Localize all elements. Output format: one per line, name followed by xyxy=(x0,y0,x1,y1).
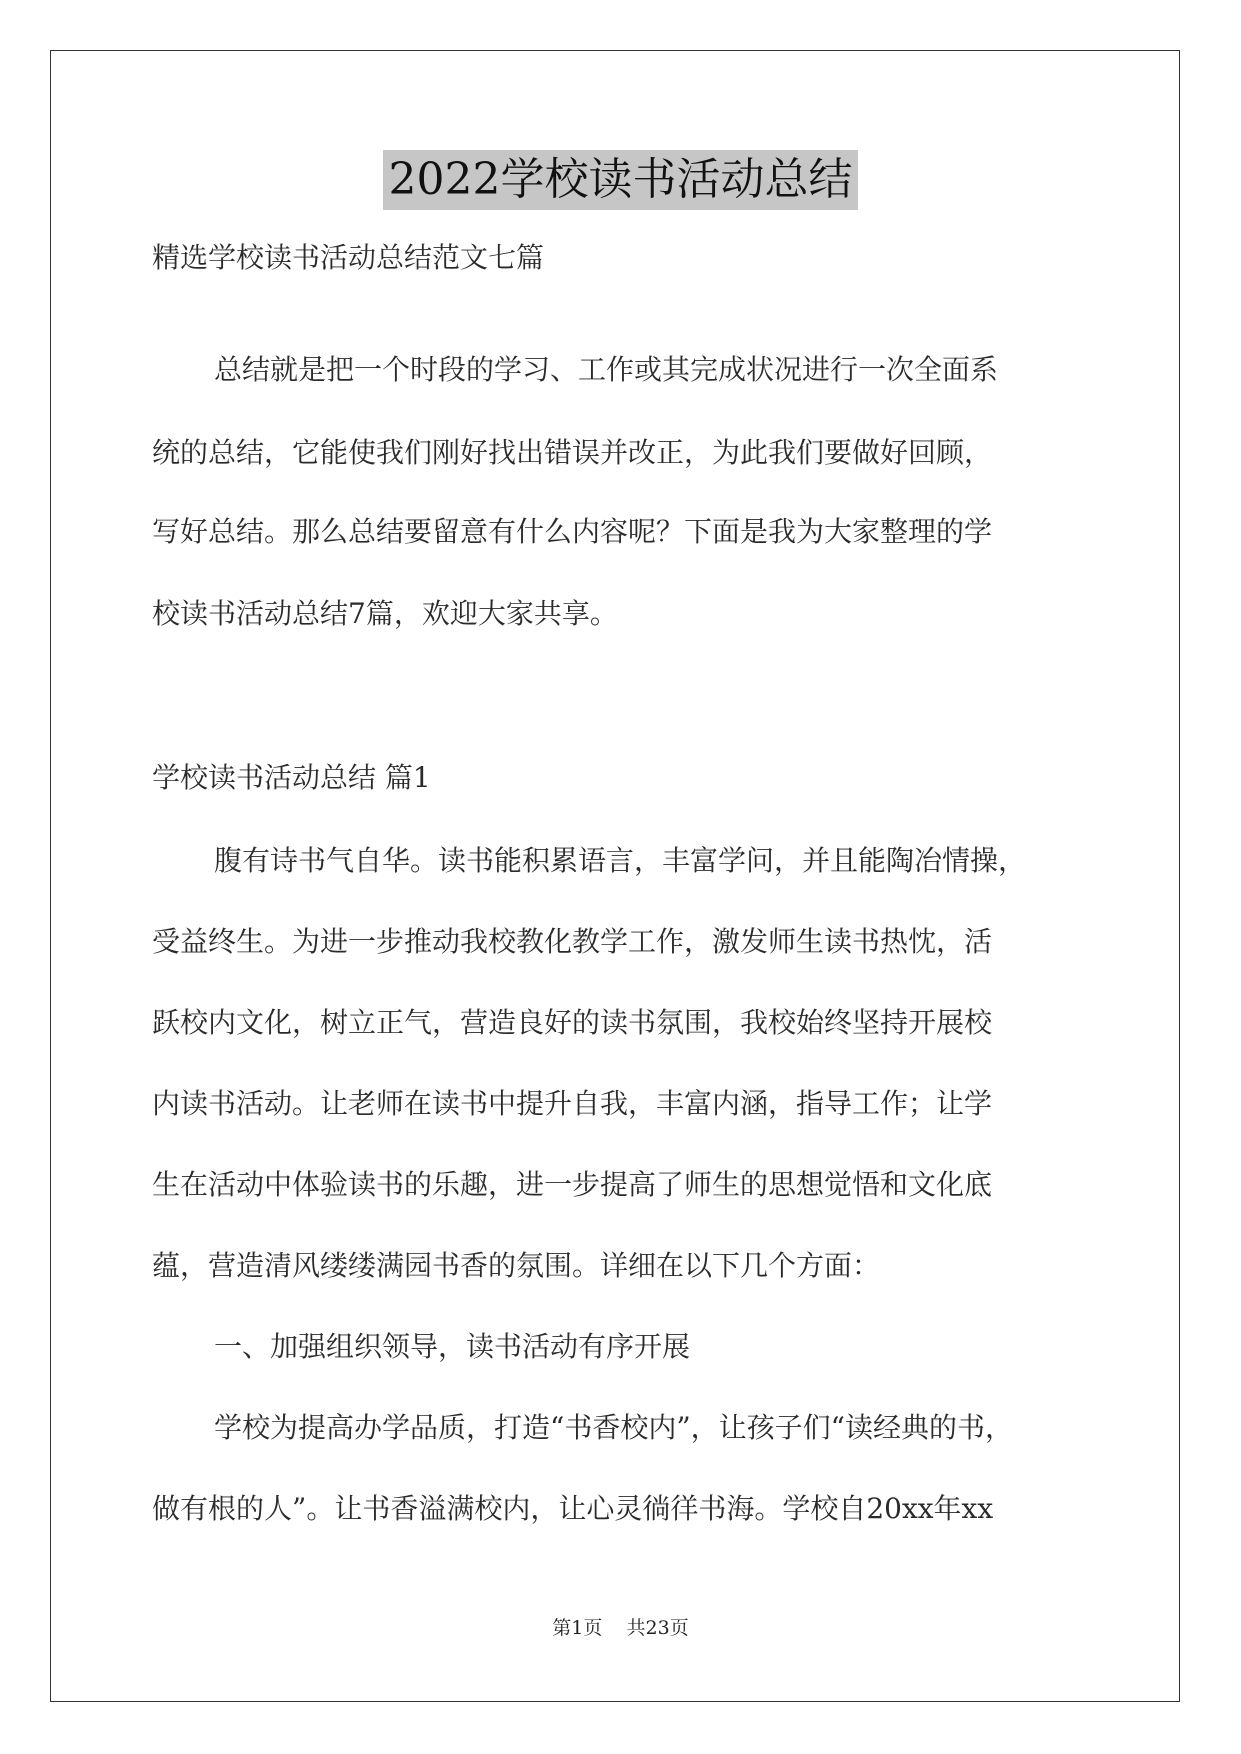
intro-line: 写好总结。那么总结要留意有什么内容呢？下面是我为大家整理的学 xyxy=(152,515,993,548)
body-line: 生在活动中体验读书的乐趣，进一步提高了师生的思想觉悟和文化底 xyxy=(152,1168,993,1201)
section-heading: 学校读书活动总结 篇1 xyxy=(152,761,431,794)
body-line: 腹有诗书气自华。读书能积累语言，丰富学问，并且能陶冶情操， xyxy=(214,844,1027,877)
body-line: 内读书活动。让老师在读书中提升自我，丰富内涵，指导工作；让学 xyxy=(152,1087,993,1120)
body-line: 做有根的人”。让书香溢满校内，让心灵徜徉书海。学校自20xx年xx xyxy=(152,1492,994,1525)
page-total: 共23页 xyxy=(626,1617,689,1639)
intro-line: 总结就是把一个时段的学习、工作或其完成状况进行一次全面系 xyxy=(214,353,999,386)
page-footer xyxy=(0,1616,1241,1640)
body-line: 受益终生。为进一步推动我校教化教学工作，激发师生读书热忱，活 xyxy=(152,925,993,958)
subsection-heading: 一、加强组织领导，读书活动有序开展 xyxy=(214,1330,691,1363)
body-line: 跃校内文化，树立正气，营造良好的读书氛围，我校始终坚持开展校 xyxy=(152,1006,993,1039)
document-title: 2022学校读书活动总结 xyxy=(383,150,859,210)
title-container xyxy=(0,150,1241,210)
intro-line: 校读书活动总结7篇，欢迎大家共享。 xyxy=(152,597,618,630)
document-subtitle: 精选学校读书活动总结范文七篇 xyxy=(152,241,545,274)
body-line: 学校为提高办学品质，打造“书香校内”，让孩子们“读经典的书， xyxy=(214,1411,1013,1444)
intro-line: 统的总结，它能使我们刚好找出错误并改正，为此我们要做好回顾， xyxy=(152,436,993,469)
page-number: 第1页 xyxy=(552,1617,603,1639)
body-line: 蕴，营造清风缕缕满园书香的氛围。详细在以下几个方面： xyxy=(152,1249,881,1282)
